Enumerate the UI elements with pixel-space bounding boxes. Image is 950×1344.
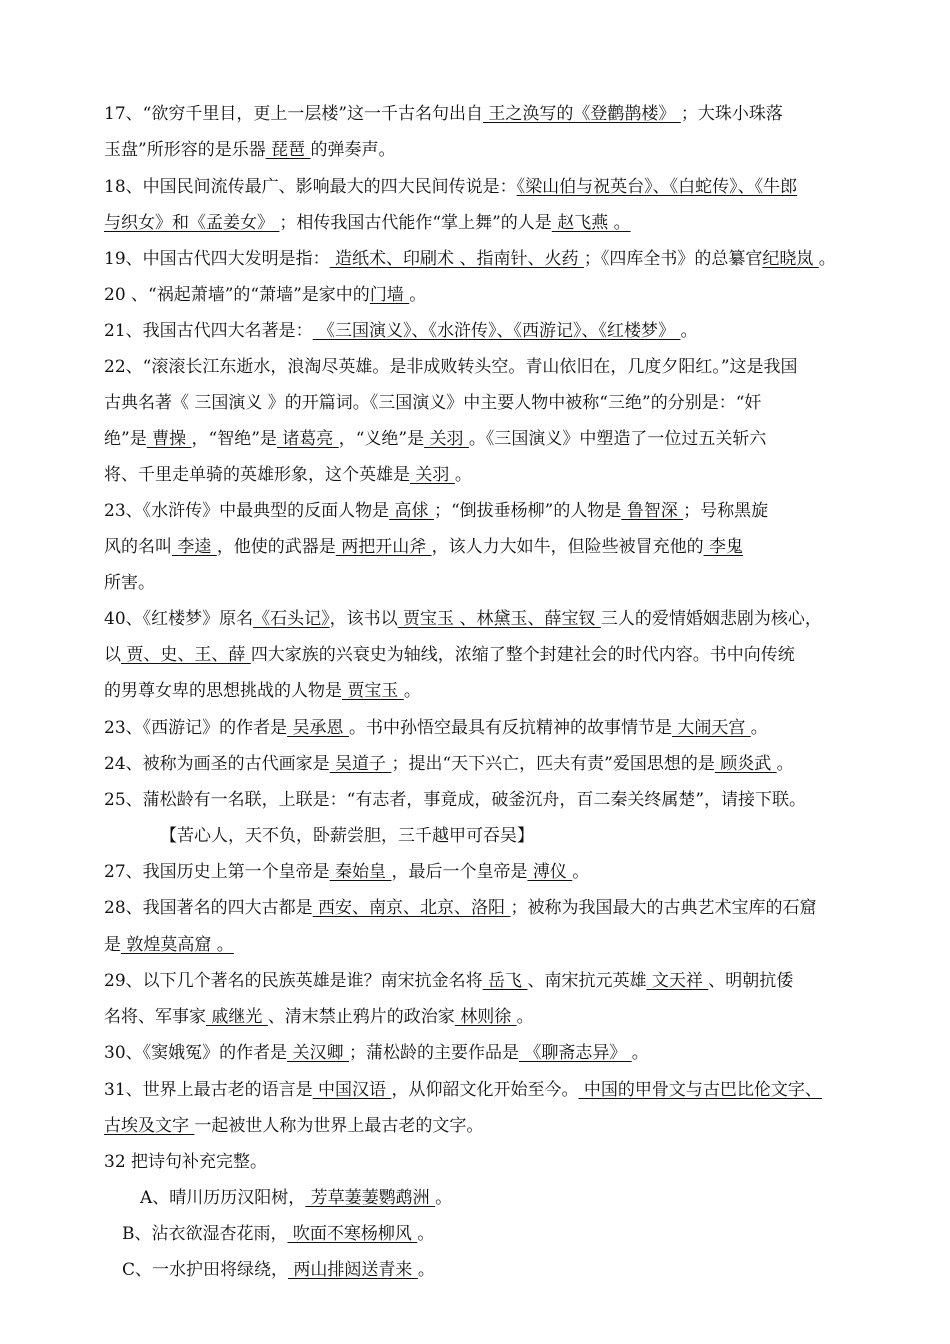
question-text: C、一水护田将绿绕，: [122, 1260, 289, 1280]
text-line: [104, 752, 884, 776]
text-line: [104, 607, 884, 631]
question-text: 【苦心人，天不负，卧薪尝胆，三千越甲可吞吴】: [160, 826, 534, 846]
question-text: 。: [417, 1224, 435, 1244]
text-line: [104, 499, 884, 523]
question-text: ；提出“天下兴亡，匹夫有责”爱国思想的是: [391, 754, 715, 774]
text-line: [104, 571, 884, 595]
question-text: 。书中孙悟空最具有反抗精神的故事情节是: [348, 718, 672, 738]
text-line: [104, 427, 884, 451]
question-text: 绝”是: [104, 429, 147, 449]
answer-blank: 李逵: [172, 537, 217, 557]
answer-blank: 《三国演义》、《水浒传》、《西游记》、《红楼梦》: [312, 321, 681, 341]
text-line: [104, 211, 884, 235]
text-line: [104, 679, 884, 703]
answer-blank: 关羽: [410, 465, 455, 485]
answer-blank: 造纸术、印刷术 、指南针、火药: [329, 249, 584, 269]
question-text: 17、“欲穷千里目，更上一层楼”这一千古名句出自: [104, 104, 484, 124]
answer-blank: 吹面不寒杨柳风: [287, 1224, 418, 1244]
text-line: [104, 788, 884, 812]
answer-blank: 王之涣写的《登鹳鹊楼》: [483, 104, 681, 124]
question-text: 、南宋抗元英雄: [527, 971, 647, 991]
text-line: [104, 1114, 884, 1138]
text-line: [104, 896, 884, 920]
question-text: 。: [631, 1043, 649, 1063]
text-line: [160, 824, 940, 848]
question-text: ；被称为我国最大的古典艺术宝库的石窟: [510, 898, 817, 918]
answer-blank: 纪晓岚: [762, 249, 819, 269]
question-text: 。《三国演义》中塑造了一位过五关斩六: [468, 429, 767, 449]
question-text: 。: [776, 754, 794, 774]
question-text: 名将、军事家: [104, 1007, 206, 1027]
question-text: 24、被称为画圣的古代画家是: [104, 754, 330, 774]
answer-blank: 芳草萋萋鹦鹉洲: [305, 1188, 436, 1208]
question-text: 古典名著《 三国演义 》的开篇词。《三国演义》中主要人物中被称“三绝”的分别是：“奸: [104, 393, 762, 413]
question-text: 23、《水浒传》中最典型的反面人物是: [104, 501, 390, 521]
question-text: 32 把诗句补充完整。: [104, 1152, 268, 1172]
answer-blank: 《聊斋志异》: [518, 1043, 632, 1063]
question-text: 。: [680, 321, 698, 341]
answer-blank: 吴道子: [329, 754, 392, 774]
question-text: 所害。: [104, 573, 155, 593]
answer-blank: 李鬼: [703, 537, 744, 557]
answer-blank: 岳飞: [482, 971, 528, 991]
question-text: 27、我国历史上第一个皇帝是: [104, 862, 330, 882]
text-line: [104, 391, 884, 415]
answer-blank: 戚继光: [206, 1007, 268, 1027]
answer-blank: 贾宝玉 、林黛玉、薛宝钗: [397, 609, 601, 629]
question-text: 将、千里走单骑的英雄形象，这个英雄是: [104, 465, 410, 485]
question-text: 的弹奏声。: [310, 140, 396, 160]
answer-blank: 诸葛亮: [276, 429, 339, 449]
answer-blank: 鲁智深: [621, 501, 684, 521]
question-text: 、明朝抗倭: [708, 971, 794, 991]
question-text: 。: [409, 285, 427, 305]
question-text: 29、以下几个著名的民族英雄是谁？南宋抗金名将: [104, 971, 483, 991]
question-text: 玉盘”所形容的是乐器: [104, 140, 266, 160]
text-line: [104, 1150, 884, 1174]
answer-blank: 门墙: [369, 285, 410, 305]
text-line: [104, 175, 884, 199]
question-text: 风的名叫: [104, 537, 172, 557]
answer-blank: 顾炎武: [714, 754, 777, 774]
question-text: 。: [417, 1260, 435, 1280]
question-text: 22、“滚滚长江东逝水，浪淘尽英雄。是非成败转头空。青山依旧在，几度夕阳红。”这是我国: [104, 357, 798, 377]
text-line: [104, 860, 884, 884]
text-line: [104, 463, 884, 487]
text-line: [104, 247, 884, 271]
answer-blank: 贾、史、王、薛: [121, 645, 251, 665]
answer-blank: 林则徐: [454, 1007, 517, 1027]
question-text: 三人的爱情婚姻悲剧为核心，: [600, 609, 822, 629]
question-text: ；号称黑旋: [683, 501, 769, 521]
question-text: 一起被世人称为世界上最古老的文字。: [194, 1116, 484, 1136]
answer-blank: 高俅: [389, 501, 434, 521]
question-text: 。: [435, 1188, 453, 1208]
question-text: 的男尊女卑的思想挑战的人物是: [104, 681, 342, 701]
question-text: 。: [818, 249, 836, 269]
answer-blank: 古埃及文字: [104, 1116, 195, 1136]
answer-blank: 关汉卿: [287, 1043, 349, 1063]
answer-blank: 赵飞燕 。: [551, 213, 631, 233]
question-text: 18、中国民间流传最广、影响最大的四大民间传说是：: [104, 177, 517, 197]
answer-blank: 《梁山伯与祝英台》、《白蛇传》、《牛郎: [516, 177, 798, 197]
text-line: [122, 1258, 902, 1282]
text-line: [140, 1186, 920, 1210]
question-text: ；“倒拔垂杨柳”的人物是: [433, 501, 622, 521]
text-line: [104, 283, 884, 307]
question-text: 以: [104, 645, 121, 665]
answer-blank: 吴承恩: [287, 718, 349, 738]
question-text: ，从仰韶文化开始至今。: [391, 1080, 579, 1100]
question-text: ，该书以: [329, 609, 398, 629]
question-text: 。: [454, 465, 472, 485]
text-line: [104, 933, 884, 957]
answer-blank: 曹操: [146, 429, 192, 449]
text-line: [104, 716, 884, 740]
question-text: ，“义绝”是: [338, 429, 425, 449]
question-text: 是: [104, 935, 121, 955]
text-line: [104, 535, 884, 559]
question-text: 。: [516, 1007, 534, 1027]
answer-blank: 西安、南京、北京、洛阳: [312, 898, 511, 918]
question-text: ；大珠小珠落: [680, 104, 783, 124]
answer-blank: 敦煌莫高窟 。: [121, 935, 234, 955]
question-text: 、清末禁止鸦片的政治家: [267, 1007, 455, 1027]
text-line: [104, 1041, 884, 1065]
question-text: 28、我国著名的四大古都是: [104, 898, 313, 918]
question-text: ；相传我国古代能作“掌上舞”的人是: [279, 213, 552, 233]
answer-blank: 《石头记》: [253, 609, 330, 629]
question-text: 四大家族的兴衰史为轴线，浓缩了整个封建社会的时代内容。书中向传统: [250, 645, 795, 665]
text-line: [104, 355, 884, 379]
question-text: 。: [572, 862, 590, 882]
answer-blank: 两山排闼送青来: [288, 1260, 418, 1280]
question-text: 40、《红楼梦》原名: [104, 609, 254, 629]
answer-blank: 两把开山斧: [335, 537, 432, 557]
question-text: 。: [403, 681, 421, 701]
text-line: [122, 1222, 902, 1246]
answer-blank: 秦始皇: [329, 862, 392, 882]
answer-blank: 与织女》和《孟姜女》: [104, 213, 280, 233]
answer-blank: 中国汉语: [312, 1080, 392, 1100]
question-text: ，他使的武器是: [216, 537, 336, 557]
answer-blank: 关羽: [424, 429, 469, 449]
text-line: [104, 643, 884, 667]
text-line: [104, 138, 884, 162]
question-text: 30、《窦娥冤》的作者是: [104, 1043, 288, 1063]
text-line: [104, 319, 884, 343]
question-text: ，该人力大如牛，但险些被冒充他的: [431, 537, 704, 557]
answer-blank: 文天祥: [646, 971, 709, 991]
answer-blank: 大闹天宫: [671, 718, 751, 738]
text-line: [104, 1005, 884, 1029]
question-text: 19、中国古代四大发明是指：: [104, 249, 330, 269]
text-line: [104, 969, 884, 993]
question-text: 20 、“祸起萧墙”的“萧墙”是家中的: [104, 285, 370, 305]
question-text: ；蒲松龄的主要作品是: [348, 1043, 519, 1063]
answer-blank: 溥仪: [527, 862, 573, 882]
answer-blank: 贾宝玉: [342, 681, 404, 701]
question-text: B、沾衣欲湿杏花雨，: [122, 1224, 288, 1244]
text-line: [104, 102, 884, 126]
text-line: [104, 1078, 884, 1102]
question-text: 23、《西游记》的作者是: [104, 718, 288, 738]
question-text: ；《四库全书》的总纂官: [583, 249, 763, 269]
question-text: 25、蒲松龄有一名联，上联是：“有志者，事竟成，破釜沉舟，百二秦关终属楚”，请接下联。: [104, 790, 807, 810]
question-text: A、晴川历历汉阳树，: [140, 1188, 306, 1208]
question-text: 31、世界上最古老的语言是: [104, 1080, 313, 1100]
question-text: 。: [750, 718, 768, 738]
question-text: 21、我国古代四大名著是：: [104, 321, 313, 341]
answer-blank: 中国的甲骨文与古巴比伦文字、: [578, 1080, 822, 1100]
answer-blank: 琵琶: [265, 140, 311, 160]
question-text: ，最后一个皇帝是: [391, 862, 528, 882]
question-text: ，“智绝”是: [191, 429, 277, 449]
